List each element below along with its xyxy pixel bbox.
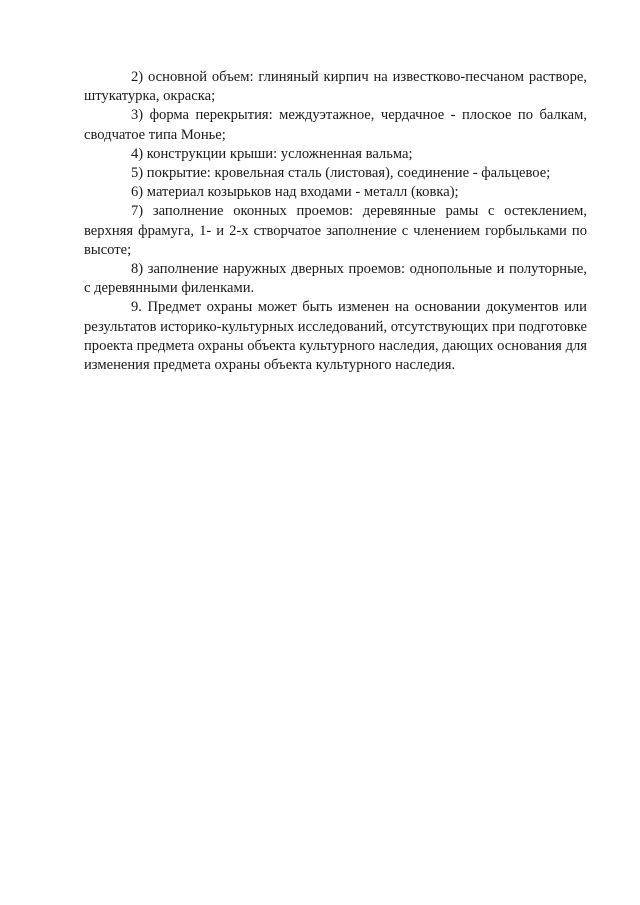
document-body — [84, 68, 587, 375]
paragraph-item-7: 7) заполнение оконных проемов: деревянные рамы с остеклением, верхняя фрамуга, 1- и 2-х створчатое заполнение с членением горбыльками по высоте; — [84, 203, 587, 258]
paragraph-item-2: 2) основной объем: глиняный кирпич на известково-песчаном растворе, штукатурка, окраска; — [84, 69, 587, 105]
paragraph-section-9: 9. Предмет охраны может быть изменен на основании документов или результатов историко-культурных исследований, отсутствующих при подготовке проекта предмета охраны объекта культурного наследия, дающих основания для изменения предмета охраны объекта культурного наследия. — [84, 299, 587, 374]
paragraph-item-6: 6) материал козырьков над входами - металл (ковка); — [131, 184, 459, 201]
paragraph-item-4: 4) конструкции крыши: усложненная вальма; — [131, 145, 413, 162]
paragraph-item-5: 5) покрытие: кровельная сталь (листовая), соединение - фальцевое; — [131, 165, 551, 182]
paragraph-item-8: 8) заполнение наружных дверных проемов: однопольные и полуторные, с деревянными филенками. — [84, 261, 587, 297]
paragraph-item-3: 3) форма перекрытия: междуэтажное, чердачное - плоское по балкам, сводчатое типа Монье; — [84, 107, 587, 143]
